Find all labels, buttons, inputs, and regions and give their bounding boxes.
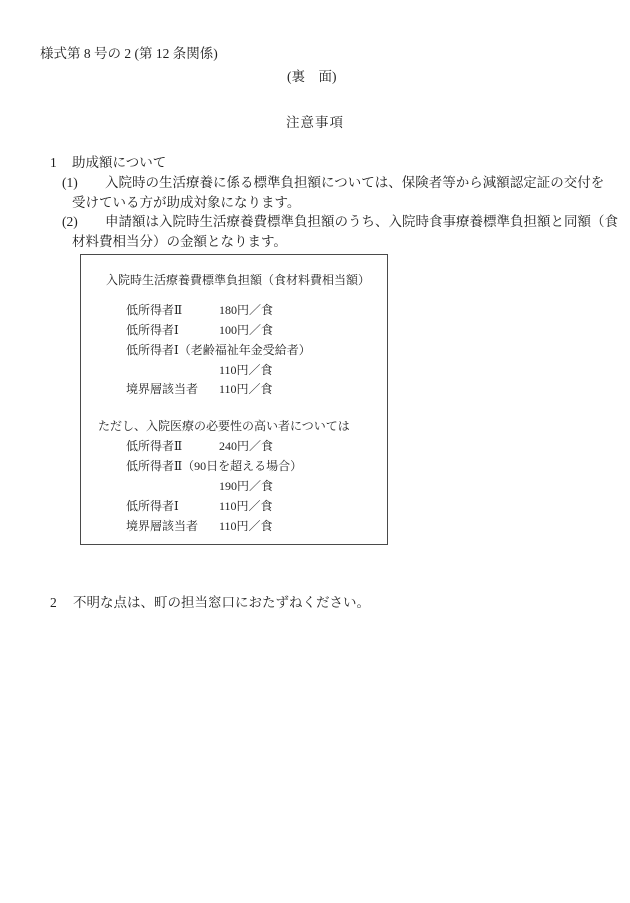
box-title: 入院時生活療養費標準負担額（食材料費相当額） xyxy=(106,273,371,287)
section1-number: 1 xyxy=(50,155,57,170)
rate-label: 低所得者Ⅰ xyxy=(126,499,179,513)
form-number: 様式第 8 号の 2 (第 12 条関係) xyxy=(40,46,218,61)
rate-amount: 100円／食 xyxy=(219,323,274,337)
section2-number: 2 xyxy=(50,595,57,610)
rate-amount: 110円／食 xyxy=(219,499,273,513)
item1-number: (1) xyxy=(62,175,78,190)
rate-amount: 240円／食 xyxy=(219,439,274,453)
rate-row xyxy=(126,479,273,493)
page-title: 注意事項 xyxy=(286,115,344,130)
section2-line xyxy=(50,595,370,611)
rate-label: 低所得者Ⅱ xyxy=(126,439,183,453)
box-note: ただし、入院医療の必要性の高い者については xyxy=(98,419,350,433)
rate-row xyxy=(126,303,273,317)
rate-amount: 110円／食 xyxy=(219,363,273,377)
section1-item1-line1 xyxy=(62,175,604,191)
rate-row xyxy=(126,519,273,533)
rate-row xyxy=(126,323,273,337)
rate-row xyxy=(126,363,273,377)
item1-text-line2: 受けている方が助成対象になります。 xyxy=(72,195,301,210)
section1-heading-line xyxy=(50,155,166,171)
rate-amount: 110円／食 xyxy=(219,382,273,396)
rate-amount: 190円／食 xyxy=(219,479,274,493)
section2-text: 不明な点は、町の担当窓口におたずねください。 xyxy=(73,595,370,610)
rate-row xyxy=(126,382,273,396)
page-side-label: (裏 面) xyxy=(287,69,337,84)
rate-row xyxy=(126,439,273,453)
rate-label: 境界層該当者 xyxy=(126,382,199,396)
rate-label: 低所得者Ⅰ（老齢福祉年金受給者） xyxy=(126,343,311,357)
rate-label: 低所得者Ⅱ xyxy=(126,303,183,317)
rate-amount: 180円／食 xyxy=(219,303,274,317)
rate-row xyxy=(126,499,273,513)
rate-row xyxy=(126,459,302,473)
rate-label: 低所得者Ⅱ（90日を超える場合） xyxy=(126,459,303,473)
section1-item2-line1 xyxy=(62,214,618,230)
rate-label: 低所得者Ⅰ xyxy=(126,323,179,337)
item1-text-line1: 入院時の生活療養に係る標準負担額については、保険者等から減額認定証の交付を xyxy=(105,175,605,190)
rate-amount: 110円／食 xyxy=(219,519,273,533)
item2-text-line1: 申請額は入院時生活療養費標準負担額のうち、入院時食事療養標準負担額と同額（食 xyxy=(105,214,618,229)
standard-copayment-box xyxy=(80,254,388,545)
section1-heading: 助成額について xyxy=(72,155,167,170)
rate-label: 境界層該当者 xyxy=(126,519,199,533)
item2-number: (2) xyxy=(62,214,78,229)
item2-text-line2: 材料費相当分）の金額となります。 xyxy=(72,234,287,249)
rate-row xyxy=(126,343,311,357)
